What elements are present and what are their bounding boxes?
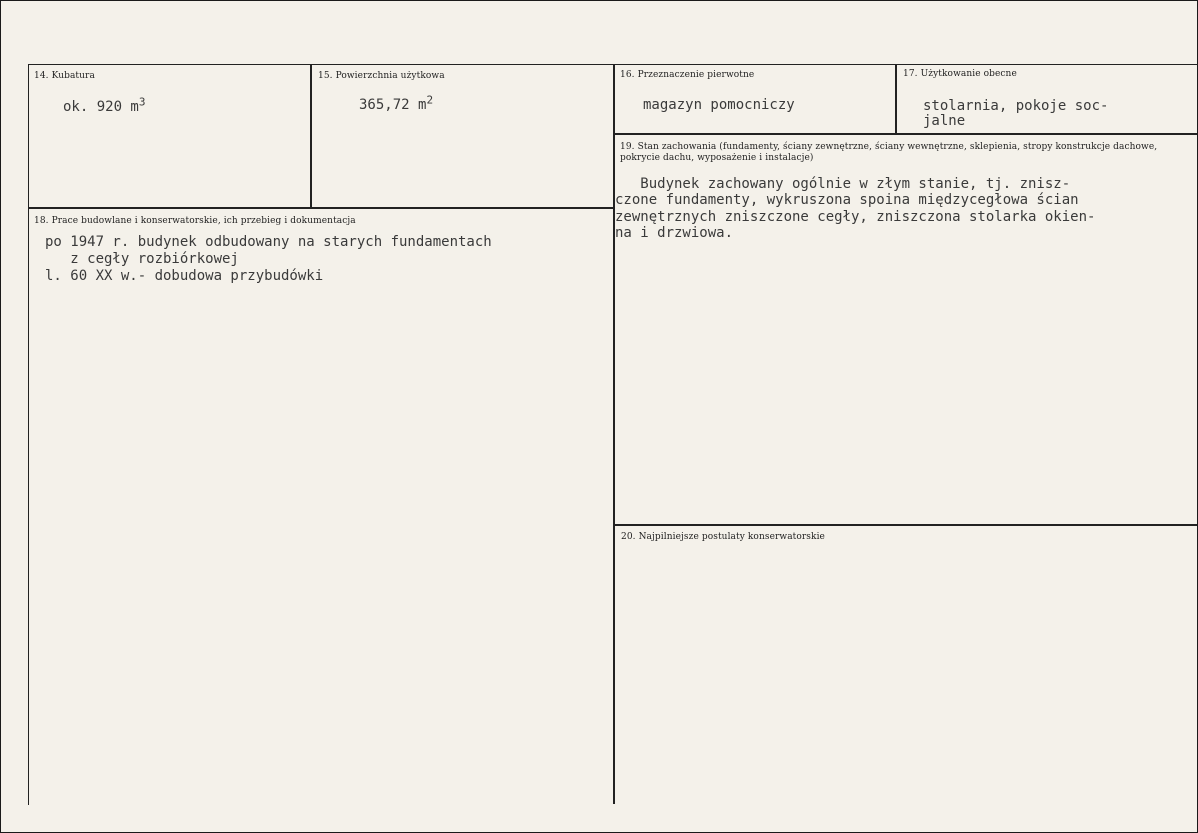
field-16-label: 16. Przeznaczenie pierwotne	[620, 70, 755, 80]
field-20-label: 20. Najpilniejsze postulaty konserwatorskie	[621, 532, 825, 542]
field-19-line-1: Budynek zachowany ogólnie w złym stanie, tj. znisz-	[615, 176, 1071, 192]
divider-v-16-17	[895, 64, 897, 134]
field-19-line-2: czone fundamenty, wykruszona spoina międzycegłowa ścian	[615, 192, 1079, 208]
divider-h-right-top	[613, 133, 1197, 135]
field-18-label: 18. Prace budowlane i konserwatorskie, ich przebieg i dokumentacja	[34, 216, 356, 226]
divider-v-center	[613, 64, 615, 804]
field-18-line-1: po 1947 r. budynek odbudowany na starych fundamentach	[45, 234, 492, 250]
divider-h-left	[28, 207, 614, 209]
field-19-line-3: zewnętrznych zniszczone cegły, zniszczona stolarka okien-	[615, 209, 1096, 225]
field-17-label: 17. Użytkowanie obecne	[903, 69, 1017, 79]
field-18-line-2: z cegły rozbiórkowej	[45, 251, 239, 267]
field-17-line-2: jalne	[923, 113, 966, 129]
field-14-unit-exponent: 3	[138, 95, 146, 109]
field-14-value-text: ok. 920 m	[63, 99, 139, 115]
field-14-value	[63, 95, 146, 116]
field-17-line-1: stolarnia, pokoje soc-	[923, 98, 1109, 114]
field-16-value: magazyn pomocniczy	[643, 97, 795, 113]
field-15-label: 15. Powierzchnia użytkowa	[318, 71, 445, 81]
field-19-line-4: na i drzwiowa.	[615, 225, 734, 241]
field-15-value-text: 365,72 m	[359, 97, 427, 113]
divider-h-right-mid	[613, 524, 1197, 526]
field-15-unit-exponent: 2	[426, 93, 434, 107]
field-18-line-3: l. 60 XX w.- dobudowa przybudówki	[45, 268, 324, 284]
divider-v-14-15	[310, 64, 312, 208]
field-15-value	[359, 93, 434, 114]
field-19-label: 19. Stan zachowania (fundamenty, ściany zewnętrzne, ściany wewnętrzne, sklepienia, stropy konstrukcje dachowe, pokrycie dachu, wyposażenie i instalacje)	[620, 142, 1158, 163]
field-14-label: 14. Kubatura	[34, 71, 95, 81]
